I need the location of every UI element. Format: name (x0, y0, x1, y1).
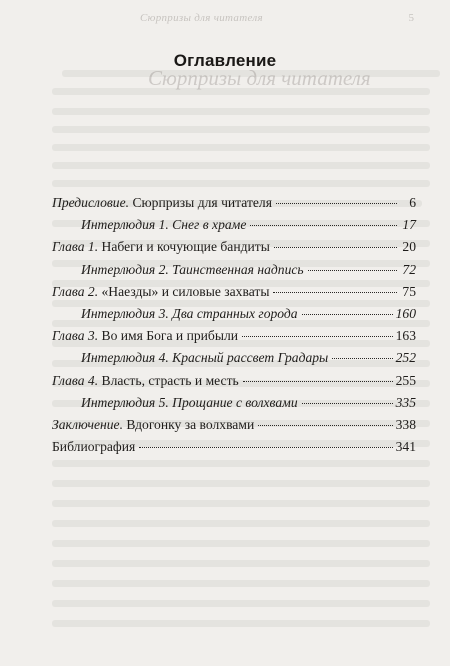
toc-entry-label (81, 303, 298, 325)
bleed-running-head: Сюрпризы для читателя (140, 12, 263, 24)
bleed-line (52, 540, 430, 547)
bleed-line (52, 460, 430, 467)
bleed-line (52, 580, 430, 587)
toc-entry-page-number: 255 (395, 372, 416, 388)
toc-entry-page-number: 75 (402, 283, 416, 299)
toc-entry-prefix: Заключение. (52, 416, 123, 432)
dot-leader (276, 202, 397, 204)
dot-leader (139, 446, 392, 448)
bleed-line (52, 600, 430, 607)
toc-entry-title: Интерлюдия 1. Снег в храме (81, 217, 247, 233)
toc-entry[interactable] (52, 214, 416, 236)
toc-entry[interactable] (52, 281, 416, 303)
toc-entry-prefix: Глава 4. (52, 372, 99, 388)
toc-entry-label (52, 370, 239, 392)
table-of-contents (52, 192, 416, 458)
dot-leader (243, 380, 393, 382)
toc-entry[interactable] (52, 259, 416, 281)
toc-entry-page-number: 338 (395, 416, 416, 432)
toc-entry[interactable] (52, 325, 416, 347)
toc-entry[interactable] (52, 370, 416, 392)
toc-entry-title: Вдогонку за волхвами (122, 416, 255, 432)
toc-entry-title: Интерлюдия 5. Прощание с волхвами (81, 394, 298, 410)
toc-entry[interactable] (52, 414, 416, 436)
toc-entry[interactable] (52, 192, 416, 214)
toc-entry[interactable] (52, 436, 416, 458)
dot-leader (302, 402, 393, 404)
toc-entry-prefix: Глава 2. (52, 283, 99, 299)
toc-entry-page-number: 252 (395, 350, 416, 366)
bleed-line (52, 126, 430, 133)
page-title: Оглавление (173, 51, 277, 70)
toc-entry[interactable] (52, 392, 416, 414)
bleed-line (52, 560, 430, 567)
bleed-line (62, 70, 440, 77)
dot-leader (302, 313, 393, 315)
toc-entry-page-number: 160 (395, 305, 416, 321)
bleed-line (52, 180, 430, 187)
bleed-line (52, 144, 430, 151)
bleed-title: Сюрпризы для читателя (148, 66, 371, 90)
bleed-line (52, 500, 430, 507)
toc-entry-label (52, 414, 254, 436)
toc-entry-title: Набеги и кочующие бандиты (98, 239, 270, 255)
dot-leader (242, 335, 393, 337)
toc-entry-prefix: Предисловие. (52, 195, 130, 210)
bleed-line (52, 108, 430, 115)
dot-leader (274, 246, 397, 248)
toc-entry[interactable] (52, 347, 416, 369)
toc-entry-label (81, 214, 246, 236)
toc-entry-title: Во имя Бога и прибыли (98, 328, 239, 344)
toc-entry-page-number: 17 (402, 217, 416, 233)
toc-entry-label (81, 347, 328, 369)
toc-entry-label (52, 436, 135, 458)
toc-entry-label (52, 325, 238, 347)
toc-entry[interactable] (52, 303, 416, 325)
toc-entry-title: Власть, страсть и месть (98, 372, 239, 388)
toc-entry-prefix: Глава 3. (52, 328, 99, 344)
toc-entry-label (52, 236, 270, 258)
toc-entry-page-number: 163 (395, 328, 416, 344)
bleed-line (52, 620, 430, 627)
toc-entry-title: Интерлюдия 4. Красный рассвет Градары (81, 350, 329, 366)
dot-leader (258, 424, 392, 426)
dot-leader (308, 269, 397, 271)
toc-entry-title: Интерлюдия 2. Таинственная надпись (81, 261, 304, 277)
toc-entry-page-number: 341 (395, 439, 416, 455)
toc-entry-prefix: Глава 1. (52, 239, 99, 255)
bleed-line (52, 88, 430, 95)
toc-entry-label (52, 281, 269, 303)
toc-entry-title: Интерлюдия 3. Два странных города (81, 305, 298, 321)
toc-entry[interactable] (52, 236, 416, 258)
toc-entry-label (52, 192, 272, 214)
toc-entry-label (81, 392, 298, 414)
bleed-line (52, 520, 430, 527)
dot-leader (250, 224, 397, 226)
dot-leader (332, 357, 392, 359)
toc-entry-title: Библиография (52, 439, 136, 455)
bleed-page-number: 5 (408, 12, 414, 24)
toc-entry-page-number: 72 (402, 261, 416, 277)
bleed-line (52, 480, 430, 487)
bleed-line (52, 162, 430, 169)
toc-entry-title: «Наезды» и силовые захваты (98, 283, 270, 299)
toc-entry-title: Сюрпризы для читателя (129, 195, 272, 210)
toc-entry-page-number: 335 (395, 394, 416, 410)
dot-leader (273, 291, 397, 293)
toc-entry-page-number: 20 (402, 239, 416, 255)
toc-entry-label (81, 259, 304, 281)
toc-entry-page-number: 6 (409, 195, 416, 210)
